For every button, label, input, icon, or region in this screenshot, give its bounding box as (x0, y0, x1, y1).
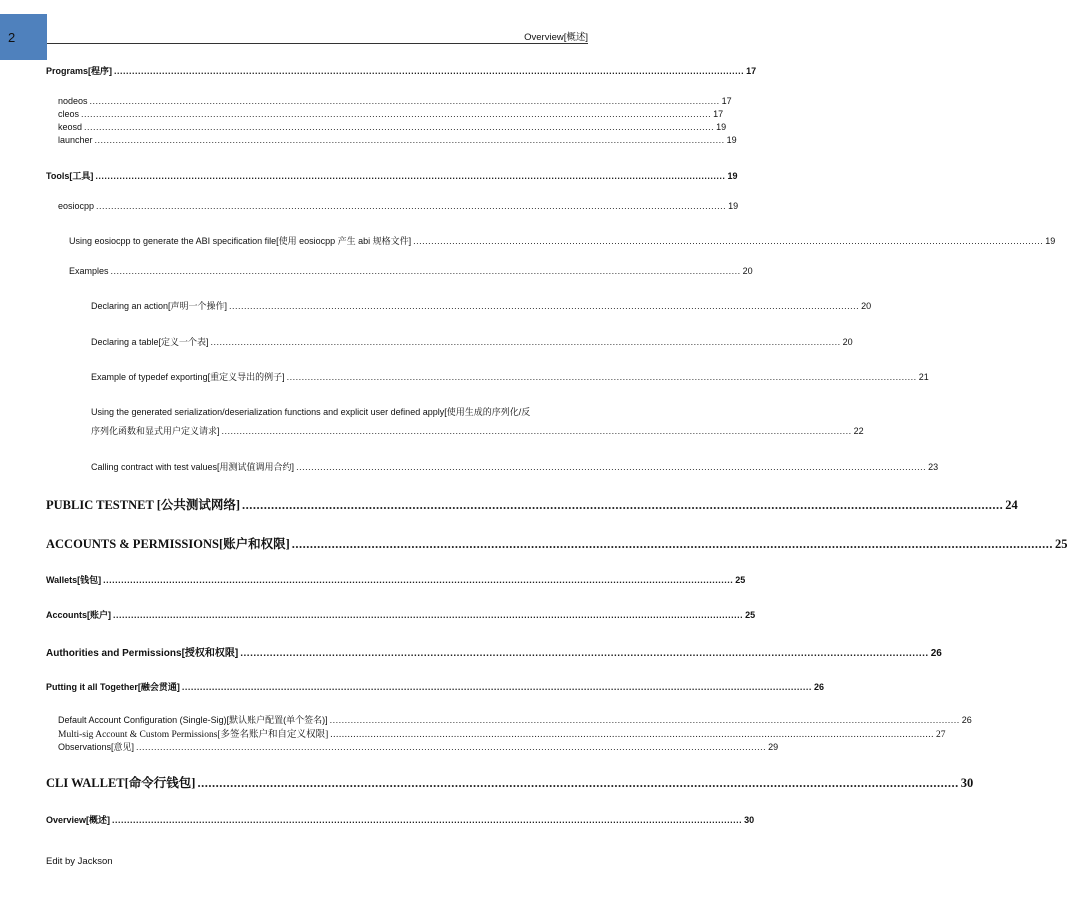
dot-leader: .................................................................................................................................................................................................................. (181, 682, 812, 692)
dot-leader: .................................................................................................................................................................................................................. (89, 96, 720, 106)
dot-leader: .................................................................................................................................................................................................................. (112, 815, 743, 825)
dot-leader: .................................................................................................................................................................................................................. (210, 337, 841, 347)
toc-page-number: 25 (1055, 537, 1068, 551)
toc-entry-text: 序列化函数和显式用户定义请求] (91, 426, 220, 436)
toc-entry-text: nodeos (58, 96, 88, 106)
toc-page-number: 19 (716, 122, 727, 132)
toc-entry-public-testnet[interactable] (46, 495, 1018, 513)
toc-page-number: 25 (735, 575, 746, 585)
footer-author: Edit by Jackson (46, 856, 113, 867)
dot-leader: .................................................................................................................................................................................................................. (95, 171, 726, 181)
toc-page-number: 22 (853, 426, 864, 436)
toc-entry-text: Calling contract with test values[用测试值调用合约] (91, 462, 295, 472)
dot-leader: .................................................................................................................................................................................................................. (114, 66, 745, 76)
dot-leader: .................................................................................................................................................................................................................. (286, 372, 917, 382)
toc-entry-text: Declaring an action[声明一个操作] (91, 301, 228, 311)
toc-entry-serialization-line2[interactable] (91, 424, 864, 437)
dot-leader: .................................................................................................................................................................................................................. (84, 122, 715, 132)
toc-entry-typedef-export[interactable] (91, 370, 929, 383)
toc-entry-cleos[interactable] (58, 109, 724, 119)
toc-entry-accounts-permissions[interactable] (46, 534, 1068, 552)
toc-entry-declaring-action[interactable] (91, 299, 872, 312)
toc-page-number: 19 (726, 135, 737, 145)
toc-entry-text: Using eosiocpp to generate the ABI specification file[使用 eosiocpp 产生 abi 规格文件] (69, 236, 412, 246)
toc-entry-text: Putting it all Together[融会贯通] (46, 682, 180, 692)
toc-page-number: 26 (930, 648, 942, 659)
dot-leader: .................................................................................................................................................................................................................. (240, 648, 929, 659)
header-rule (47, 43, 588, 44)
toc-page-number: 20 (861, 301, 872, 311)
toc-page-number: 17 (721, 96, 732, 106)
dot-leader: .................................................................................................................................................................................................................. (229, 301, 860, 311)
dot-leader: .................................................................................................................................................................................................................. (103, 575, 734, 585)
dot-leader: .................................................................................................................................................................................................................. (329, 715, 960, 725)
dot-leader: .................................................................................................................................................................................................................. (110, 266, 741, 276)
page-number: 2 (8, 29, 16, 45)
toc-entry-using-eosiocpp[interactable] (69, 234, 1056, 247)
toc-entry-text: Tools[工具] (46, 171, 94, 181)
toc-entry-text: cleos (58, 109, 80, 119)
dot-leader: .................................................................................................................................................................................................................. (96, 201, 727, 211)
toc-page-number: 25 (745, 610, 756, 620)
toc-entry-accounts[interactable] (46, 608, 756, 621)
dot-leader: .................................................................................................................................................................................................................. (291, 537, 1054, 551)
dot-leader: .................................................................................................................................................................................................................. (242, 498, 1004, 512)
toc-page-number: 26 (961, 715, 972, 725)
toc-entry-text: Programs[程序] (46, 66, 113, 76)
toc-entry-text: keosd (58, 122, 83, 132)
toc-entry-wallets[interactable] (46, 573, 746, 586)
toc-entry-calling-contract[interactable] (91, 460, 939, 473)
toc-entry-text: Wallets[钱包] (46, 575, 102, 585)
toc-entry-text: Default Account Configuration (Single-Sig)[默认账户配置(单个签名)] (58, 715, 328, 725)
toc-entry-declaring-table[interactable] (91, 335, 853, 348)
toc-entry-multisig[interactable] (58, 726, 946, 740)
toc-entry-putting-together[interactable] (46, 680, 824, 693)
toc-page-number: 17 (746, 66, 757, 76)
toc-entry-programs[interactable] (46, 64, 757, 77)
toc-entry-authorities[interactable] (46, 644, 942, 659)
dot-leader: .................................................................................................................................................................................................................. (113, 610, 744, 620)
toc-page-number: 30 (744, 815, 755, 825)
toc-entry-text: Accounts[账户] (46, 610, 111, 620)
toc-page-number: 23 (928, 462, 939, 472)
dot-leader: .................................................................................................................................................................................................................. (413, 236, 1044, 246)
toc-entry-serialization-line1[interactable]: Using the generated serialization/deserialization functions and explicit user defined apply[使用生成的序列化/反 (91, 407, 531, 417)
toc-page-number: 20 (742, 266, 753, 276)
toc-page-number: 30 (960, 776, 974, 790)
toc-entry-tools[interactable] (46, 169, 738, 182)
toc-entry-eosiocpp[interactable] (58, 201, 739, 211)
page-number-box (0, 14, 47, 60)
dot-leader: .................................................................................................................................................................................................................. (81, 109, 712, 119)
toc-entry-observations[interactable] (58, 740, 779, 753)
toc-page-number: 19 (727, 171, 738, 181)
dot-leader: .................................................................................................................................................................................................................. (94, 135, 725, 145)
toc-entry-nodeos[interactable] (58, 96, 732, 106)
toc-entry-text: eosiocpp (58, 201, 95, 211)
toc-page-number: 26 (813, 682, 824, 692)
dot-leader: .................................................................................................................................................................................................................. (136, 742, 767, 752)
toc-entry-cli-wallet[interactable] (46, 773, 974, 791)
toc-entry-text: PUBLIC TESTNET [公共测试网络] (46, 498, 241, 512)
toc-entry-text: Declaring a table[定义一个表] (91, 337, 209, 347)
toc-entry-text: CLI WALLET[命令行钱包] (46, 776, 196, 790)
toc-entry-text: Examples (69, 266, 109, 276)
dot-leader: .................................................................................................................................................................................................................. (197, 776, 959, 790)
toc-page-number: 21 (918, 372, 929, 382)
toc-entry-text: Multi-sig Account & Custom Permissions[多签名账户和自定义权限] (58, 730, 329, 740)
toc-page-number: 29 (768, 742, 779, 752)
toc-page-number: 20 (842, 337, 853, 347)
toc-page-number: 27 (935, 730, 946, 740)
toc-entry-text: launcher (58, 135, 93, 145)
dot-leader: .................................................................................................................................................................................................................. (330, 730, 934, 740)
toc-page-number: 19 (728, 201, 739, 211)
toc-entry-overview[interactable] (46, 813, 755, 826)
toc-page-number: 24 (1005, 498, 1018, 512)
toc-entry-keosd[interactable] (58, 122, 727, 132)
toc-entry-text: Example of typedef exporting[重定义导出的例子] (91, 372, 285, 382)
dot-leader: .................................................................................................................................................................................................................. (221, 426, 852, 436)
toc-entry-text: ACCOUNTS & PERMISSIONS[账户和权限] (46, 537, 290, 551)
toc-entry-launcher[interactable] (58, 135, 737, 145)
toc-page-number: 19 (1045, 236, 1056, 246)
toc-entry-text: Overview[概述] (46, 815, 111, 825)
toc-entry-default-account[interactable] (58, 713, 972, 726)
toc-entry-text: Observations[意见] (58, 742, 135, 752)
header-title: Overview[概述] (524, 32, 588, 43)
toc-page-number: 17 (713, 109, 724, 119)
toc-entry-examples[interactable] (69, 266, 753, 276)
dot-leader: .................................................................................................................................................................................................................. (296, 462, 927, 472)
toc-entry-text: Authorities and Permissions[授权和权限] (46, 648, 239, 659)
